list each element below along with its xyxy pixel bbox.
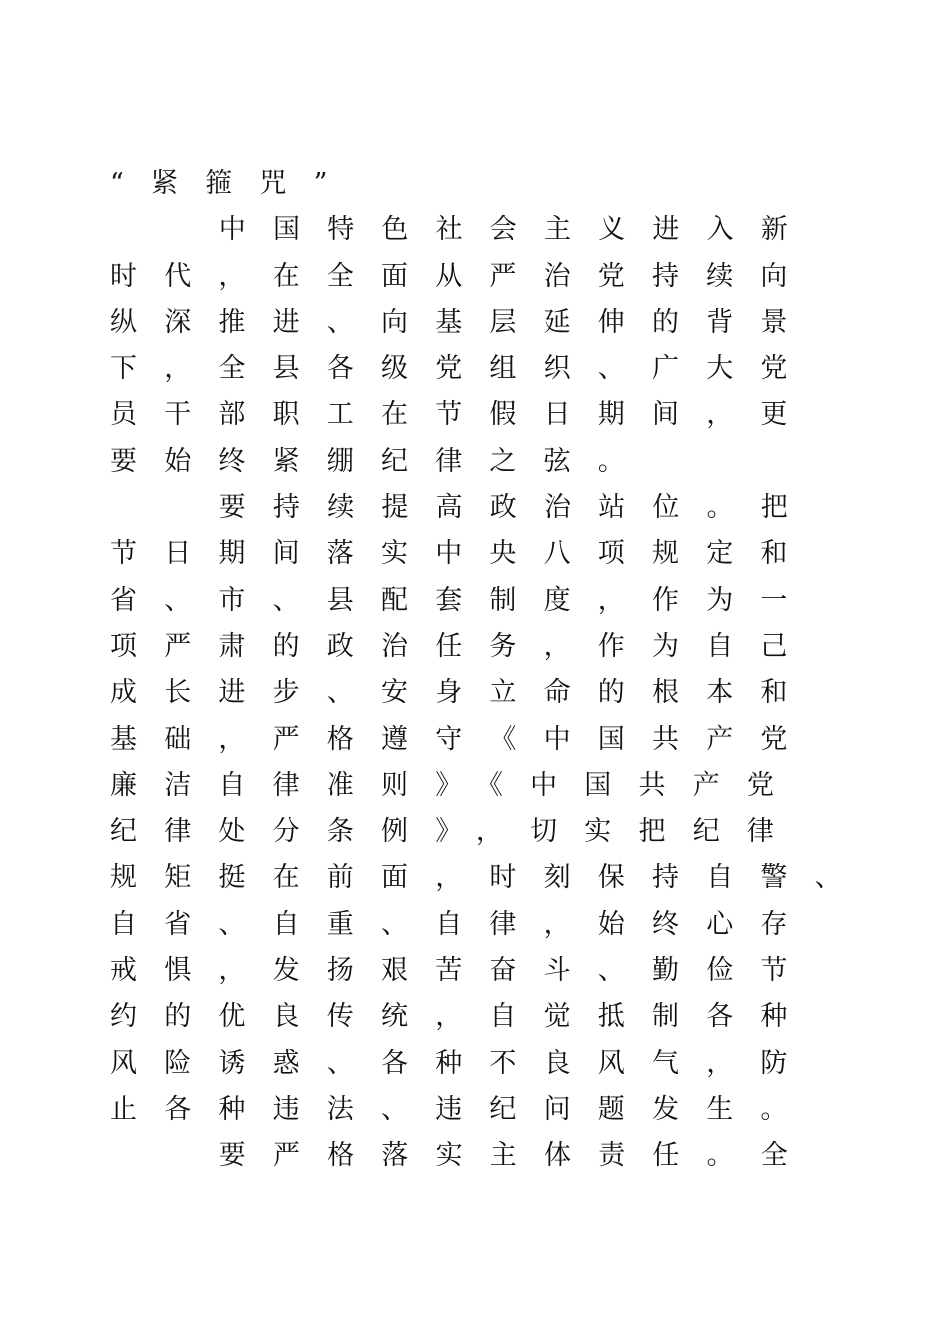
- document-body: [110, 161, 870, 1180]
- text-line: 节日期间落实中央八项规定和: [110, 538, 815, 570]
- text-line: 纵深推进、向基层延伸的背景: [110, 306, 815, 338]
- text-line: 风险诱惑、各种不良风气，防: [110, 1047, 815, 1079]
- text-line: 中国特色社会主义进入新: [218, 214, 815, 246]
- text-line: 省、市、县配套制度，作为一: [110, 584, 815, 616]
- text-line: 下，全县各级党组织、广大党: [110, 353, 815, 385]
- text-line: “紧箍咒”: [110, 168, 355, 199]
- text-line: 戒惧，发扬艰苦奋斗、勤俭节: [110, 955, 815, 987]
- text-line: 时代，在全面从严治党持续向: [110, 260, 815, 292]
- text-line: 要始终紧绷纪律之弦。: [110, 445, 652, 477]
- text-line: 自省、自重、自律，始终心存: [110, 908, 815, 940]
- text-line: 要持续提高政治站位。把: [218, 492, 815, 524]
- text-line: 廉洁自律准则》《中国共产党: [110, 769, 802, 801]
- text-line: 规矩挺在前面，时刻保持自警、: [110, 862, 869, 894]
- text-line: 基础，严格遵守《中国共产党: [110, 723, 815, 755]
- text-line: 止各种违法、违纪问题发生。: [110, 1093, 815, 1125]
- text-line: 员干部职工在节假日期间，更: [110, 399, 815, 431]
- text-line: 纪律处分条例》，切实把纪律: [110, 816, 802, 848]
- text-line: 成长进步、安身立命的根本和: [110, 677, 815, 709]
- text-line: 项严肃的政治任务，作为自己: [110, 630, 815, 662]
- text-line: 要严格落实主体责任。全: [218, 1140, 815, 1172]
- text-line: 约的优良传统，自觉抵制各种: [110, 1001, 815, 1033]
